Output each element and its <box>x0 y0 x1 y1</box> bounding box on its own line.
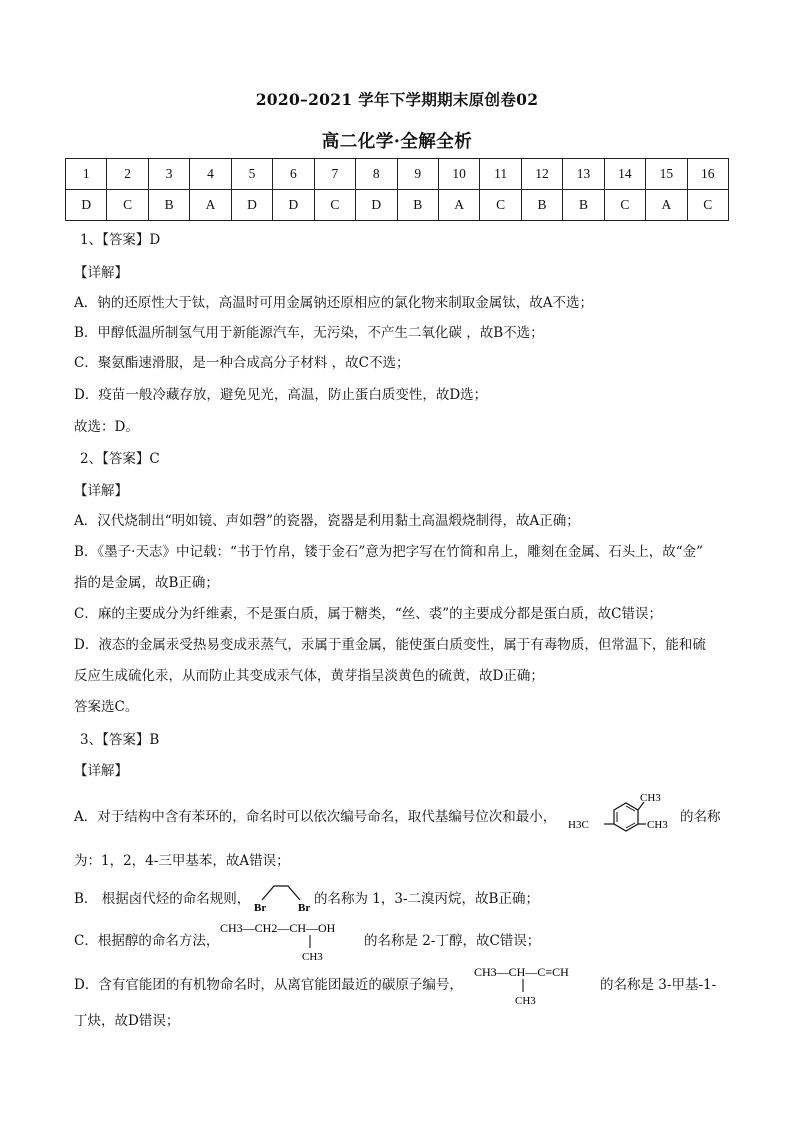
answer-table-number-cell: 8 <box>356 159 397 190</box>
answer-table-answer-cell: D <box>66 190 107 221</box>
answer-table-number-cell: 5 <box>231 159 272 190</box>
answer-table-answer-cell: C <box>314 190 355 221</box>
br-left-label: Br <box>254 902 267 914</box>
answer-table-number-cell: 4 <box>190 159 231 190</box>
q1-option-c: C．聚氨酯速滑服，是一种合成高分子材料 ，故C不选； <box>74 355 410 371</box>
answer-table-number-cell: 1 <box>66 159 107 190</box>
q1-answer: 1、【答案】D <box>80 232 161 248</box>
answer-table-number-cell: 14 <box>604 159 645 190</box>
q3-option-d-line2: 丁炔，故D错误； <box>74 1013 180 1029</box>
answer-table-answer-cell: C <box>480 190 521 221</box>
butanol-main-chain: CH3—CH2—CH—OH <box>220 921 336 935</box>
page-title: 2020–2021 学年下学期期末原创卷02 <box>255 90 539 109</box>
q1-option-a: A．钠的还原性大于钛，高温时可用金属钠还原相应的氯化物来制取金属钛，故A不选； <box>74 295 593 311</box>
h3c-left-label: H3C <box>568 819 589 831</box>
q3-option-a-tail: 的名称 <box>680 809 721 825</box>
answer-table-answer-cell: A <box>190 190 231 221</box>
answer-table-answer-cell: D <box>273 190 314 221</box>
q3-option-d-tail: 的名称是 3-甲基-1- <box>600 977 717 993</box>
answer-table-number-cell: 13 <box>563 159 604 190</box>
answer-table-answer-cell: C <box>687 190 728 221</box>
q2-detail-label: 【详解】 <box>74 483 128 499</box>
answer-table-number-cell: 2 <box>107 159 148 190</box>
q2-option-a: A．汉代烧制出“明如镜、声如磬”的瓷器，瓷器是利用黏土高温煅烧制得，故A正确； <box>74 513 580 529</box>
q3-option-b-tail: 的名称为 1，3-二溴丙烷，故B正确； <box>314 891 539 907</box>
answer-table-answer-cell: D <box>356 190 397 221</box>
q1-option-d: D．疫苗一般冷藏存放，避免见光，高温，防止蛋白质变性，故D选； <box>74 387 488 403</box>
answer-table-number-cell: 7 <box>314 159 355 190</box>
q3-detail-label: 【详解】 <box>74 763 128 779</box>
q3-option-a-line2: 为：1，2，4-三甲基苯，故A错误； <box>74 853 290 869</box>
answer-table-answer-cell: B <box>148 190 189 221</box>
answer-table-number-row <box>66 159 729 190</box>
answer-table-number-cell: 9 <box>397 159 438 190</box>
answer-table-number-cell: 16 <box>687 159 728 190</box>
q1-option-b: B．甲醇低温所制氢气用于新能源汽车，无污染，不产生二氧化碳 ，故B不选； <box>74 325 544 341</box>
answer-table-answer-cell: A <box>438 190 479 221</box>
answer-table-number-cell: 11 <box>480 159 521 190</box>
ch3-top-label: CH3 <box>640 792 661 804</box>
q3-option-a-text: A．对于结构中含有苯环的，命名时可以依次编号命名，取代基编号位次和最小， <box>74 809 557 825</box>
methylbutyne-structure <box>474 962 602 1006</box>
methylbutyne-branch: CH3 <box>515 995 536 1006</box>
answer-table-number-cell: 6 <box>273 159 314 190</box>
q2-option-d-line2: 反应生成硫化汞，从而防止其变成汞气体，黄芽指呈淡黄色的硫黄，故D正确； <box>74 668 544 684</box>
q3-answer: 3、【答案】B <box>80 732 160 748</box>
answer-table-number-cell: 10 <box>438 159 479 190</box>
q3-option-c-text: C．根据醇的命名方法， <box>74 933 220 949</box>
q2-answer: 2、【答案】C <box>80 451 160 467</box>
q2-option-c: C．麻的主要成分为纤维素，不是蛋白质，属于糖类，“丝、裘”的主要成分都是蛋白质，故C错误； <box>74 606 662 622</box>
q2-option-d-line1: D．液态的金属汞受热易变成汞蒸气，汞属于重金属，能使蛋白质变性，属于有毒物质，但常温下，能和硫 <box>74 637 706 653</box>
dibromopropane-structure <box>254 878 314 914</box>
q3-option-d-text: D．含有官能团的有机物命名时，从离官能团最近的碳原子编号， <box>74 977 463 993</box>
q3-option-c-tail: 的名称是 2-丁醇，故C错误； <box>364 933 541 949</box>
q2-option-b-line2: 指的是金属，故B正确； <box>74 575 219 591</box>
butanol-structure <box>220 918 364 962</box>
br-right-label: Br <box>298 902 311 914</box>
answer-table-answer-cell: B <box>397 190 438 221</box>
q3-option-b-text: B． 根据卤代烃的命名规则， <box>74 891 251 907</box>
answer-table-number-cell: 12 <box>521 159 562 190</box>
q1-conclusion: 故选：D。 <box>74 419 139 435</box>
answer-table-answer-cell: A <box>646 190 687 221</box>
butanol-branch: CH3 <box>302 951 323 962</box>
q2-conclusion: 答案选C。 <box>74 699 139 715</box>
methylbutyne-main-chain: CH3—CH—C≡CH <box>474 965 569 979</box>
page-subtitle: 高二化学·全解全析 <box>321 132 473 152</box>
answer-table-number-cell: 15 <box>646 159 687 190</box>
answer-table <box>65 158 729 221</box>
ch3-right-label: CH3 <box>647 819 668 831</box>
answer-table-answer-cell: C <box>604 190 645 221</box>
answer-table-answer-cell: B <box>521 190 562 221</box>
answer-table-answer-row <box>66 190 729 221</box>
answer-table-answer-cell: B <box>563 190 604 221</box>
trimethylbenzene-structure <box>566 788 678 844</box>
q2-option-b-line1: B．《墨子·天志》中记载：“书于竹帛，镂于金石”意为把字写在竹简和帛上，雕刻在金属、石头上，故“金” <box>74 544 704 560</box>
answer-table-answer-cell: D <box>231 190 272 221</box>
answer-table-answer-cell: C <box>107 190 148 221</box>
answer-table-number-cell: 3 <box>148 159 189 190</box>
q1-detail-label: 【详解】 <box>74 265 128 281</box>
